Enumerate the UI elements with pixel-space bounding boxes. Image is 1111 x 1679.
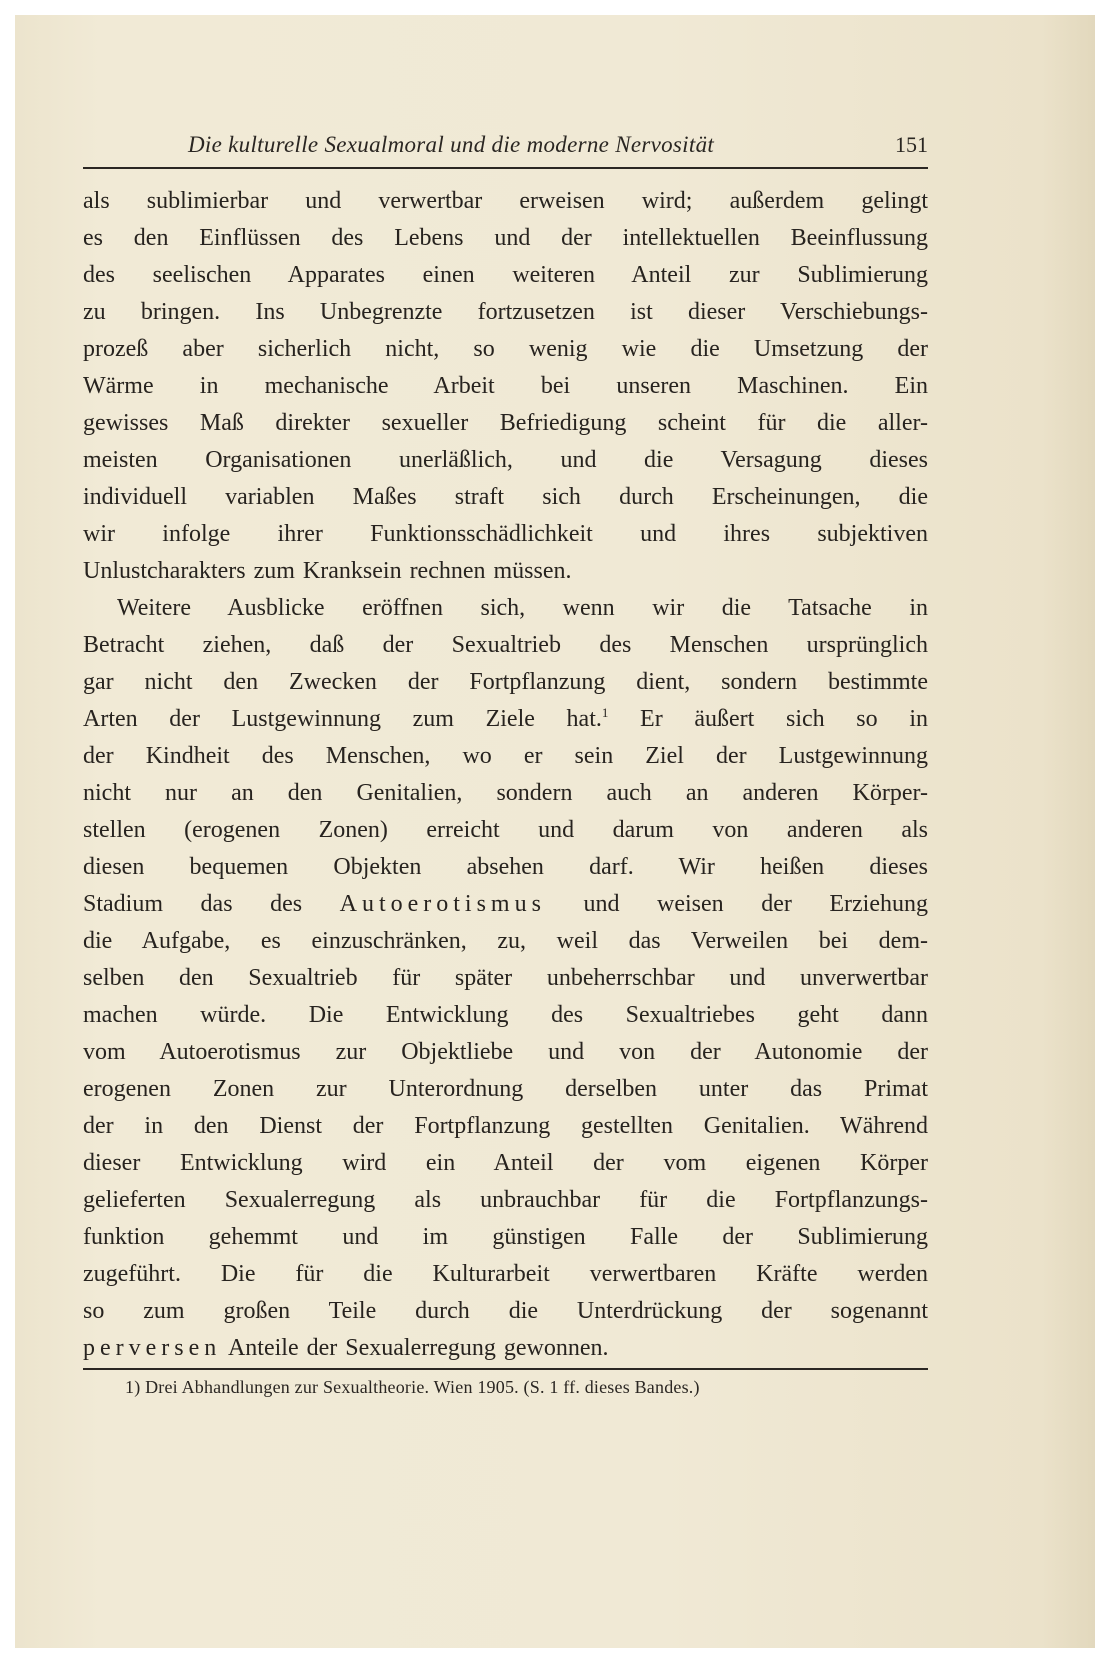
text-line	[83, 923, 928, 960]
text-segment: Arten der Lustgewinnung zum Ziele hat.	[83, 706, 602, 732]
text-line	[83, 701, 928, 738]
text-segment: der in den Dienst der Fortpflanzung gestellten Genitalien. Während	[83, 1113, 928, 1139]
text-line	[83, 257, 928, 294]
text-segment: vom Autoerotismus zur Objektliebe und von der Autonomie der	[83, 1039, 928, 1065]
page-header	[83, 128, 928, 164]
text-segment: zugeführt. Die für die Kulturarbeit verwertbaren Kräfte werden	[83, 1261, 928, 1287]
text-segment: erogenen Zonen zur Unterordnung derselben unter das Primat	[83, 1076, 928, 1102]
text-line	[83, 775, 928, 812]
text-segment: es den Einflüssen des Lebens und der intellektuellen Beeinflussung	[83, 225, 928, 251]
text-segment: meisten Organisationen unerläßlich, und die Versagung dieses	[83, 447, 928, 473]
text-segment: nicht nur an den Genitalien, sondern auch an anderen Körper-	[83, 780, 928, 806]
text-segment: gar nicht den Zwecken der Fortpflanzung dient, sondern bestimmte	[83, 669, 928, 695]
text-line	[83, 960, 928, 997]
text-line	[83, 405, 928, 442]
text-line	[83, 1256, 928, 1293]
text-segment: Weitere Ausblicke eröffnen sich, wenn wir die Tatsache in	[117, 595, 928, 621]
text-segment: stellen (erogenen Zonen) erreicht und darum von anderen als	[83, 817, 928, 843]
text-line	[83, 516, 928, 553]
text-line	[83, 1071, 928, 1108]
text-line	[83, 1219, 928, 1256]
text-line	[83, 886, 928, 923]
text-line	[83, 997, 928, 1034]
running-title: Die kulturelle Sexualmoral und die moderne Nervosität	[188, 132, 715, 157]
text-segment: gelieferten Sexualerregung als unbrauchbar für die Fortpflanzungs-	[83, 1187, 928, 1213]
text-line	[83, 220, 928, 257]
text-line	[83, 553, 928, 590]
text-segment: Stadium das des	[83, 891, 340, 917]
text-line	[83, 627, 928, 664]
text-line	[83, 1293, 928, 1330]
text-segment: und weisen der Erziehung	[545, 891, 928, 917]
text-line	[83, 294, 928, 331]
spaced-emphasis: Autoerotismus	[339, 891, 546, 917]
text-line	[83, 590, 928, 627]
footnote-marker: 1	[601, 705, 609, 720]
header-rule	[83, 167, 928, 169]
text-segment: funktion gehemmt und im günstigen Falle der Sublimierung	[83, 1224, 928, 1250]
text-segment: prozeß aber sicherlich nicht, so wenig wie die Umsetzung der	[83, 336, 928, 362]
text-line	[83, 1182, 928, 1219]
text-segment: Unlustcharakters zum Kranksein rechnen müssen.	[83, 558, 572, 584]
text-line	[83, 183, 928, 220]
text-line	[83, 849, 928, 886]
text-segment: der Kindheit des Menschen, wo er sein Ziel der Lustgewinnung	[83, 743, 928, 769]
spaced-emphasis: perversen	[83, 1335, 222, 1361]
text-segment: so zum großen Teile durch die Unterdrückung der sogenannt	[83, 1298, 928, 1324]
text-line	[83, 1145, 928, 1182]
text-segment: diesen bequemen Objekten absehen darf. Wir heißen dieses	[83, 854, 928, 880]
text-segment: als sublimierbar und verwertbar erweisen wird; außerdem gelingt	[83, 188, 928, 214]
text-segment: die Aufgabe, es einzuschränken, zu, weil das Verweilen bei dem-	[83, 928, 928, 954]
body-text	[83, 183, 928, 1367]
text-segment: machen würde. Die Entwicklung des Sexualtriebes geht dann	[83, 1002, 928, 1028]
text-line	[83, 1330, 928, 1367]
text-line	[83, 442, 928, 479]
text-segment: dieser Entwicklung wird ein Anteil der vom eigenen Körper	[83, 1150, 928, 1176]
text-segment: des seelischen Apparates einen weiteren Anteil zur Sublimierung	[83, 262, 928, 288]
text-segment: Wärme in mechanische Arbeit bei unseren Maschinen. Ein	[83, 373, 928, 399]
text-line	[83, 479, 928, 516]
footnote: 1) Drei Abhandlungen zur Sexualtheorie. Wien 1905. (S. 1 ff. dieses Bandes.)	[125, 1377, 700, 1397]
text-segment: zu bringen. Ins Unbegrenzte fortzusetzen ist dieser Verschiebungs-	[83, 299, 928, 325]
text-segment: Anteile der Sexualerregung gewonnen.	[221, 1335, 609, 1361]
text-line	[83, 812, 928, 849]
text-line	[83, 1034, 928, 1071]
text-line	[83, 738, 928, 775]
text-segment: Betracht ziehen, daß der Sexualtrieb des Menschen ursprünglich	[83, 632, 928, 658]
text-segment: wir infolge ihrer Funktionsschädlichkeit und ihres subjektiven	[83, 521, 928, 547]
text-line	[83, 331, 928, 368]
page-number: 151	[895, 132, 928, 157]
text-line	[83, 368, 928, 405]
text-segment: individuell variablen Maßes straft sich durch Erscheinungen, die	[83, 484, 928, 510]
text-segment: selben den Sexualtrieb für später unbeherrschbar und unverwertbar	[83, 965, 928, 991]
text-segment: Er äußert sich so in	[608, 706, 928, 732]
text-line	[83, 664, 928, 701]
text-segment: gewisses Maß direkter sexueller Befriedigung scheint für die aller-	[83, 410, 928, 436]
footnote-rule	[83, 1368, 928, 1370]
text-line	[83, 1108, 928, 1145]
